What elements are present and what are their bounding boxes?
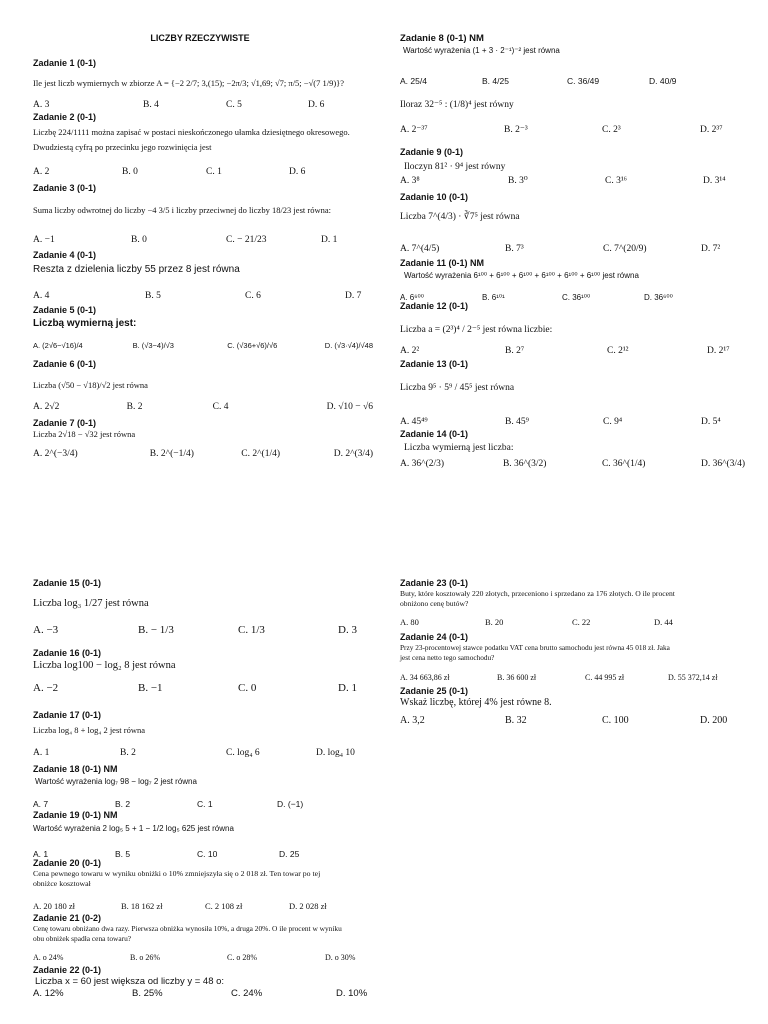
answer-row: [33, 682, 378, 694]
task-heading: Zadanie 11 (0-1) NM: [400, 258, 485, 268]
answer-a: A. 7^(4/5): [400, 244, 440, 254]
answer-a: A. 2√2: [33, 402, 60, 412]
answer-d: D. 1: [338, 682, 357, 694]
answer-row: [400, 243, 745, 255]
answer-a: A. 2⁻³⁷: [400, 125, 428, 135]
answer-row: [33, 166, 373, 178]
task-20: [33, 858, 378, 913]
right-bottom-column: [400, 578, 745, 731]
task-text: Liczba a = (2³)⁴ / 2⁻⁵ jest równa liczbie:: [400, 325, 553, 335]
answer-a: A. 2^(−3/4): [33, 449, 78, 459]
task-text: Liczba 9⁵ · 5⁹ / 45⁵ jest równa: [400, 383, 515, 393]
task-24: [400, 632, 745, 686]
answer-b: B. − 1/3: [138, 624, 174, 636]
task-7: [33, 418, 373, 463]
task-8b: [400, 100, 745, 147]
answer-b: B. 20: [485, 617, 504, 627]
answer-d: D. (−1): [277, 799, 304, 809]
left-bottom-column: [33, 578, 378, 1005]
answer-c: C. 6: [245, 291, 261, 301]
answer-row: [33, 747, 378, 759]
answer-row: [400, 75, 745, 87]
task-heading: Zadanie 4 (0-1): [33, 250, 97, 260]
answer-b: B. 0: [122, 167, 138, 177]
answer-row: [400, 416, 745, 428]
task-9: [400, 147, 745, 192]
answer-c: C. 2¹²: [607, 346, 629, 356]
task-heading: Zadanie 10 (0-1): [400, 192, 469, 202]
answer-c: C. 22: [572, 617, 591, 627]
answer-row: [33, 952, 378, 964]
answer-row: [33, 798, 378, 810]
answer-b: B. 45⁹: [505, 417, 529, 427]
task-18: [33, 764, 378, 810]
task-text: Liczba 7^(4/3) · ∛7⁵ jest równa: [400, 212, 520, 222]
answer-b: B. 2⁷: [505, 346, 525, 356]
answer-a: A. −1: [33, 235, 55, 245]
answer-b: B. −1: [138, 682, 163, 694]
task-13: [400, 359, 745, 429]
task-4: [33, 250, 373, 305]
answer-b: B. 4/25: [482, 76, 509, 86]
task-text: Liczba log₃ 1/27 jest równa: [33, 598, 149, 609]
answer-d: D. 2^(3/4): [333, 449, 373, 459]
answer-row: [400, 458, 745, 470]
answer-c: C. 4: [212, 402, 229, 412]
answer-a: A. 4: [33, 291, 50, 301]
answer-a: A. 34 663,86 zł: [400, 673, 450, 682]
answer-a: A. 2²: [400, 346, 420, 356]
task-text: jest cena netto tego samochodu?: [400, 653, 495, 662]
task-heading: Zadanie 13 (0-1): [400, 359, 469, 369]
answer-d: D. 6: [308, 100, 325, 110]
answer-d: D. 10%: [336, 988, 368, 999]
task-2: [33, 112, 373, 183]
task-heading: Zadanie 17 (0-1): [33, 710, 102, 720]
answer-c: C. 24%: [231, 988, 263, 999]
answer-c: C. 5: [226, 100, 242, 110]
task-8: [400, 33, 745, 91]
answer-c: C. 44 995 zł: [585, 673, 625, 682]
answer-d: D. 55 372,14 zł: [668, 673, 718, 682]
answer-d: D. 40/9: [649, 76, 677, 86]
answer-b: B. 2: [126, 402, 143, 412]
answer-c: C. 9⁴: [603, 417, 623, 427]
answer-b: B. 2^(−1/4): [149, 449, 194, 459]
right-top-column: [400, 33, 745, 474]
answer-d: D. 25: [279, 849, 300, 859]
task-14: [400, 429, 745, 474]
task-text: Suma liczby odwrotnej do liczby −4 3/5 i liczby przeciwnej do liczby 18/23 jest równa:: [33, 205, 331, 215]
answer-d: D. o 30%: [325, 953, 356, 962]
answer-a: A. 3: [33, 100, 50, 110]
answer-a: A. 7: [33, 799, 49, 809]
answer-b: B. 25%: [132, 988, 163, 999]
answer-row: [400, 124, 745, 136]
answer-row: [400, 672, 745, 684]
task-5: [33, 305, 373, 359]
task-1: [33, 58, 373, 112]
task-heading: Zadanie 23 (0-1): [400, 578, 469, 588]
answer-c: C. 1: [206, 167, 222, 177]
task-heading: Zadanie 22 (0-1): [33, 965, 102, 975]
task-text: Liczbę 224/1111 można zapisać w postaci nieskończonego ułamka dziesiętnego okresowego.: [33, 127, 350, 137]
answer-c: C. − 21/23: [226, 235, 267, 245]
answer-row: [33, 988, 378, 1000]
answer-row: [33, 900, 378, 912]
answer-b: B. 5: [115, 849, 131, 859]
task-15: [33, 578, 378, 648]
answer-b: B. 3⁰: [508, 176, 528, 186]
task-16: [33, 648, 378, 710]
answer-b: B. 5: [145, 291, 161, 301]
answer-c: C. 0: [238, 682, 257, 694]
task-6: [33, 359, 373, 418]
left-top-column: [33, 58, 373, 463]
answer-a: A. 1: [33, 849, 49, 859]
task-text: Wskaż liczbę, której 4% jest równe 8.: [400, 697, 552, 708]
answer-b: B. 6¹⁰¹: [482, 293, 505, 302]
answer-c: C. 36^(1/4): [601, 459, 646, 469]
task-heading: Zadanie 14 (0-1): [400, 429, 469, 439]
answer-row: [33, 624, 378, 636]
answer-c: C. 36/49: [567, 76, 600, 86]
task-text: Ile jest liczb wymiernych w zbiorze A = {−2 2/7; 3,(15); −2π/3; √1,69; √7; π/5; −√(7 1/9)}?: [33, 78, 344, 88]
task-text: Iloraz 32⁻⁵ : (1/8)⁴ jest równy: [400, 100, 514, 110]
answer-b: B. 2⁻³: [504, 125, 528, 135]
page-title: LICZBY RZECZYWISTE: [150, 33, 250, 43]
answer-c: C. 3¹⁶: [605, 176, 627, 186]
answer-row: [33, 448, 373, 460]
answer-c: C. 1/3: [238, 624, 265, 636]
task-heading: Zadanie 24 (0-1): [400, 632, 469, 642]
answer-c: C. 36¹⁰⁰: [562, 293, 591, 302]
answer-c: C. 10: [197, 849, 218, 859]
task-text: Wartość wyrażenia 2 log₅ 5 + 1 − 1/2 log₅ 625 jest równa: [33, 824, 234, 833]
task-heading: Zadanie 25 (0-1): [400, 686, 469, 696]
task-heading: Zadanie 19 (0-1) NM: [33, 810, 118, 820]
answer-a: A. 1: [33, 748, 50, 758]
answer-c: C. 2 108 zł: [205, 901, 243, 911]
answer-c: C. 100: [602, 715, 629, 726]
task-text: Cenę towaru obniżano dwa razy. Pierwsza obniżka wynosiła 10%, a druga 20%. O ile procent w wyniku: [33, 924, 342, 933]
task-heading: Zadanie 1 (0-1): [33, 58, 97, 68]
task-17: [33, 710, 378, 764]
task-25: [400, 686, 745, 731]
answer-row: [400, 175, 745, 187]
answer-d: D. 36⁶⁰⁰: [644, 293, 673, 302]
task-text: Reszta z dzielenia liczby 55 przez 8 jest równa: [33, 264, 240, 275]
task-text: Liczba x = 60 jest większa od liczby y = 48 o:: [35, 976, 225, 987]
task-text: obniżce kosztował: [33, 879, 91, 888]
answer-d: D. 200: [700, 715, 728, 726]
answer-a: A. 12%: [33, 988, 64, 999]
answer-b: B. 7³: [505, 244, 524, 254]
answer-row: [400, 345, 745, 357]
answer-row: [33, 99, 373, 111]
answer-c: C. (√36+√6)/√6: [227, 341, 278, 350]
answer-d: D. 6: [289, 167, 306, 177]
answer-d: D. √10 − √6: [326, 402, 373, 412]
answer-a: A. 80: [400, 617, 419, 627]
answer-row: [33, 290, 373, 302]
task-heading: Zadanie 20 (0-1): [33, 858, 102, 868]
answer-a: A. −2: [33, 682, 59, 694]
task-text: Wartość wyrażenia 6¹⁰⁰ + 6¹⁰⁰ + 6¹⁰⁰ + 6¹⁰⁰ + 6¹⁰⁰ + 6¹⁰⁰ jest równa: [404, 271, 639, 280]
task-23: [400, 578, 745, 632]
answer-d: D. 1: [321, 235, 338, 245]
task-heading: Zadanie 18 (0-1) NM: [33, 764, 118, 774]
answer-d: D. 7: [345, 291, 362, 301]
answer-d: D. 3¹⁴: [703, 176, 726, 186]
task-text: Wartość wyrażenia log₇ 98 − log₇ 2 jest równa: [35, 777, 197, 786]
answer-a: A. (2√6−√16)/4: [33, 341, 83, 350]
task-heading: Zadanie 12 (0-1): [400, 301, 469, 311]
task-22: [33, 965, 378, 1005]
answer-c: C. 2³: [602, 125, 621, 135]
task-heading: Zadanie 21 (0-2): [33, 913, 102, 923]
task-text: Dwudziestą cyfrą po przecinku jego rozwinięcia jest: [33, 142, 212, 152]
task-text: Cena pewnego towaru w wyniku obniżki o 10% zmniejszyła się o 2 018 zł. Ten towar po tej: [33, 869, 321, 878]
answer-d: D. 5⁴: [701, 417, 721, 427]
task-heading: Zadanie 15 (0-1): [33, 578, 102, 588]
task-text: Liczba 2√18 − √32 jest równa: [33, 429, 136, 439]
task-heading: Zadanie 6 (0-1): [33, 359, 97, 369]
answer-a: A. 45⁴⁹: [400, 417, 428, 427]
task-text: Wartość wyrażenia (1 + 3 · 2⁻¹)⁻² jest równa: [403, 46, 560, 55]
answer-row: [400, 715, 745, 727]
task-text: Liczba log100 − log₂ 8 jest równa: [33, 660, 176, 671]
task-heading: Zadanie 3 (0-1): [33, 183, 97, 193]
answer-row: [33, 340, 373, 352]
task-text: Iloczyn 81² · 9⁴ jest równy: [404, 162, 506, 172]
task-text: obniżono cenę butów?: [400, 599, 469, 608]
answer-b: B. 0: [131, 235, 147, 245]
answer-c: C. o 28%: [227, 953, 257, 962]
task-text: Buty, które kosztowały 220 złotych, przeceniono i sprzedano za 176 złotych. O ile procent: [400, 589, 675, 598]
answer-a: A. 2: [33, 167, 50, 177]
answer-b: B. 4: [143, 100, 159, 110]
task-text: obu obniżek spadła cena towaru?: [33, 934, 132, 943]
answer-d: D. 2³⁷: [700, 125, 723, 135]
answer-b: B. 2: [115, 799, 131, 809]
answer-d: D. 2¹⁷: [707, 346, 730, 356]
answer-a: A. −3: [33, 624, 59, 636]
answer-a: A. 36^(2/3): [400, 459, 445, 469]
answer-a: A. 3,2: [400, 715, 425, 726]
answer-d: D. 3: [338, 624, 357, 636]
task-heading: Zadanie 8 (0-1) NM: [400, 33, 484, 44]
task-12: [400, 301, 745, 359]
task-10: [400, 192, 745, 258]
task-heading: Zadanie 7 (0-1): [33, 418, 97, 428]
task-text: Liczba log₄ 8 + log₄ 2 jest równa: [33, 725, 145, 735]
answer-b: B. (√3−4)/√3: [132, 341, 174, 350]
task-3: [33, 183, 373, 250]
task-heading: Zadanie 5 (0-1): [33, 305, 97, 315]
answer-b: B. 36 600 zł: [497, 673, 537, 682]
answer-d: D. 7²: [701, 244, 721, 254]
answer-b: B. o 26%: [130, 953, 160, 962]
answer-c: C. 2^(1/4): [241, 449, 281, 459]
task-11: [400, 258, 745, 301]
answer-row: [33, 234, 373, 246]
task-text: Liczbą wymierną jest:: [33, 318, 137, 329]
answer-c: C. 7^(20/9): [603, 244, 647, 254]
task-21: [33, 913, 378, 965]
answer-a: A. 20 180 zł: [33, 901, 76, 911]
task-heading: Zadanie 16 (0-1): [33, 648, 102, 658]
answer-c: C. log₄ 6: [226, 748, 260, 758]
answer-a: A. 25/4: [400, 76, 427, 86]
answer-d: D. 44: [654, 617, 673, 627]
answer-d: D. (√3·√4)/√48: [324, 341, 373, 350]
task-text: Przy 23-procentowej stawce podatku VAT cena brutto samochodu jest równa 45 018 zł. Jaka: [400, 643, 670, 652]
answer-row: [400, 616, 745, 628]
task-19: [33, 810, 378, 858]
answer-d: D. 36^(3/4): [700, 459, 745, 469]
answer-a: A. 3⁸: [400, 176, 420, 186]
answer-c: C. 1: [197, 799, 213, 809]
answer-b: B. 2: [120, 748, 136, 758]
answer-row: [33, 401, 373, 413]
task-text: Liczba wymierną jest liczba:: [404, 443, 514, 453]
answer-b: B. 32: [505, 715, 527, 726]
answer-d: D. log₄ 10: [316, 748, 355, 758]
answer-d: D. 2 028 zł: [289, 901, 327, 911]
answer-a: A. o 24%: [33, 953, 64, 962]
answer-b: B. 36^(3/2): [502, 459, 547, 469]
task-heading: Zadanie 9 (0-1): [400, 147, 464, 157]
answer-b: B. 18 162 zł: [121, 901, 163, 911]
task-heading: Zadanie 2 (0-1): [33, 112, 97, 122]
task-text: Liczba (√50 − √18)/√2 jest równa: [33, 380, 148, 390]
answer-a: A. 6⁶⁰⁰: [400, 293, 424, 302]
